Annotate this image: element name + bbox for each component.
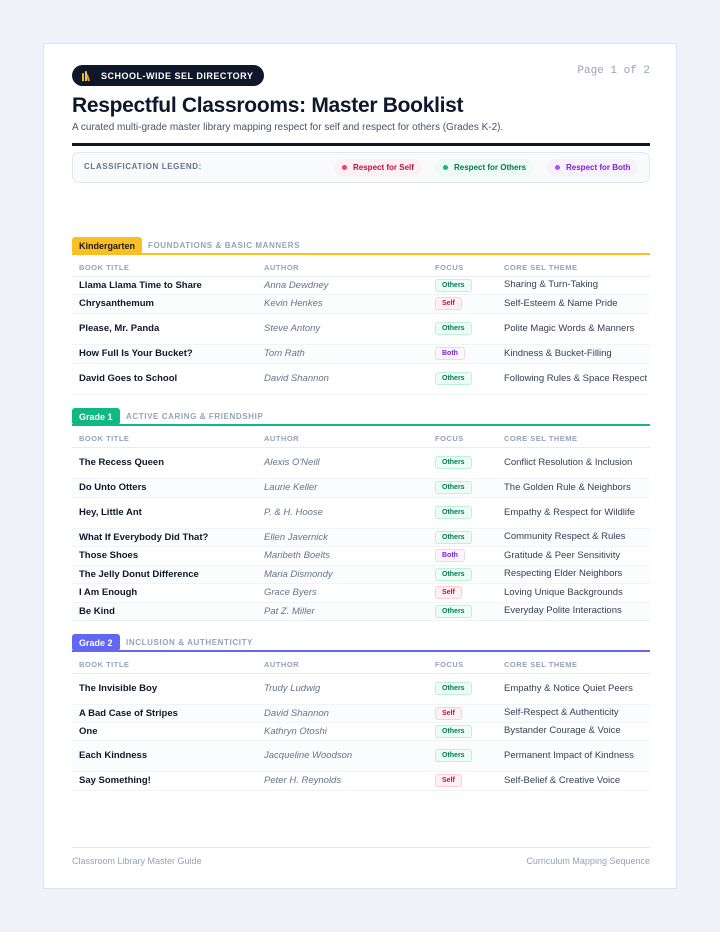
book-title: Be Kind	[72, 602, 264, 620]
others-dot-icon	[443, 165, 448, 170]
footer-left: Classroom Library Master Guide	[72, 856, 202, 866]
focus-cell	[435, 497, 504, 528]
book-author: Trudy Ludwig	[264, 673, 435, 704]
table-row	[72, 673, 650, 704]
page-number: Page 1 of 2	[577, 65, 650, 77]
top-bar	[72, 65, 650, 86]
both-dot-icon	[555, 165, 560, 170]
book-author: David Shannon	[264, 704, 435, 722]
focus-badge: Others	[435, 322, 472, 335]
table-header-row	[72, 652, 650, 673]
legend-label: CLASSIFICATION LEGEND:	[84, 162, 202, 171]
table-row	[72, 497, 650, 528]
table-header-row	[72, 426, 650, 447]
sel-theme: Kindness & Bucket-Filling	[504, 344, 650, 363]
focus-badge: Others	[435, 279, 472, 292]
book-author: Jacqueline Woodson	[264, 740, 435, 771]
table-row	[72, 344, 650, 363]
focus-badge: Others	[435, 749, 472, 762]
legend-item-both	[547, 159, 638, 176]
column-header: AUTHOR	[264, 652, 435, 673]
focus-cell	[435, 771, 504, 790]
sel-theme: Empathy & Respect for Wildlife	[504, 497, 650, 528]
page-subtitle: A curated multi-grade master library mapping respect for self and respect for others (Grades K-2).	[72, 122, 504, 133]
book-author: Alexis O'Neill	[264, 447, 435, 478]
book-author: Steve Antony	[264, 313, 435, 344]
focus-badge: Others	[435, 568, 472, 581]
focus-cell	[435, 344, 504, 363]
column-header: CORE SEL THEME	[504, 652, 650, 673]
book-author: Anna Dewdney	[264, 276, 435, 294]
table-row	[72, 722, 650, 740]
section-0	[72, 237, 650, 395]
focus-badge: Self	[435, 297, 462, 310]
page-footer	[72, 847, 650, 866]
focus-badge: Others	[435, 456, 472, 469]
book-table	[72, 255, 650, 395]
legend-item-both-label: Respect for Both	[566, 163, 631, 172]
table-row	[72, 740, 650, 771]
table-row	[72, 363, 650, 394]
section-header	[72, 634, 650, 652]
book-author: Maria Dismondy	[264, 565, 435, 583]
section-subtitle: FOUNDATIONS & BASIC MANNERS	[148, 241, 301, 250]
sel-theme: Everyday Polite Interactions	[504, 602, 650, 620]
book-title: Please, Mr. Panda	[72, 313, 264, 344]
column-header: BOOK TITLE	[72, 255, 264, 276]
table-header-row	[72, 255, 650, 276]
book-author: Kathryn Otoshi	[264, 722, 435, 740]
legend-item-others-label: Respect for Others	[454, 163, 527, 172]
book-author: Peter H. Reynolds	[264, 771, 435, 790]
book-author: Tom Rath	[264, 344, 435, 363]
focus-cell	[435, 565, 504, 583]
table-row	[72, 294, 650, 313]
classification-legend	[72, 152, 650, 183]
legend-item-self	[334, 159, 422, 176]
column-header: AUTHOR	[264, 426, 435, 447]
table-row	[72, 565, 650, 583]
title-divider	[72, 143, 650, 146]
column-header: CORE SEL THEME	[504, 426, 650, 447]
focus-cell	[435, 313, 504, 344]
focus-cell	[435, 704, 504, 722]
focus-cell	[435, 363, 504, 394]
focus-badge: Self	[435, 586, 462, 599]
sel-theme: Bystander Courage & Voice	[504, 722, 650, 740]
book-title: I Am Enough	[72, 583, 264, 602]
book-title: What If Everybody Did That?	[72, 528, 264, 546]
booklist-page	[43, 43, 677, 889]
sel-theme: Sharing & Turn-Taking	[504, 276, 650, 294]
book-title: A Bad Case of Stripes	[72, 704, 264, 722]
column-header: AUTHOR	[264, 255, 435, 276]
column-header: BOOK TITLE	[72, 652, 264, 673]
focus-cell	[435, 528, 504, 546]
focus-badge: Both	[435, 549, 465, 562]
book-author: Maribeth Boelts	[264, 546, 435, 565]
focus-cell	[435, 546, 504, 565]
section-2	[72, 634, 650, 791]
book-title: The Jelly Donut Difference	[72, 565, 264, 583]
table-row	[72, 447, 650, 478]
sel-theme: Self-Belief & Creative Voice	[504, 771, 650, 790]
books-icon	[82, 71, 94, 81]
book-author: Laurie Keller	[264, 478, 435, 497]
book-title: How Full Is Your Bucket?	[72, 344, 264, 363]
column-header: BOOK TITLE	[72, 426, 264, 447]
focus-cell	[435, 673, 504, 704]
sel-theme: Polite Magic Words & Manners	[504, 313, 650, 344]
page-title: Respectful Classrooms: Master Booklist	[72, 94, 464, 117]
table-row	[72, 528, 650, 546]
book-author: Pat Z. Miller	[264, 602, 435, 620]
book-author: David Shannon	[264, 363, 435, 394]
sel-theme: Permanent Impact of Kindness	[504, 740, 650, 771]
focus-badge: Others	[435, 531, 472, 544]
book-table	[72, 426, 650, 621]
book-title: Do Unto Otters	[72, 478, 264, 497]
grade-tag: Kindergarten	[72, 237, 142, 254]
column-header: FOCUS	[435, 426, 504, 447]
section-subtitle: ACTIVE CARING & FRIENDSHIP	[126, 412, 264, 421]
self-dot-icon	[342, 165, 347, 170]
focus-cell	[435, 583, 504, 602]
focus-badge: Self	[435, 707, 462, 720]
focus-badge: Others	[435, 372, 472, 385]
book-title: Say Something!	[72, 771, 264, 790]
book-author: Kevin Henkes	[264, 294, 435, 313]
legend-item-others	[435, 159, 534, 176]
table-row	[72, 704, 650, 722]
section-1	[72, 408, 650, 621]
sel-theme: The Golden Rule & Neighbors	[504, 478, 650, 497]
legend-item-self-label: Respect for Self	[353, 163, 414, 172]
book-title: Those Shoes	[72, 546, 264, 565]
book-table	[72, 652, 650, 791]
book-title: One	[72, 722, 264, 740]
focus-badge: Others	[435, 725, 472, 738]
table-row	[72, 602, 650, 620]
directory-badge	[72, 65, 264, 86]
table-row	[72, 313, 650, 344]
sel-theme: Empathy & Notice Quiet Peers	[504, 673, 650, 704]
column-header: CORE SEL THEME	[504, 255, 650, 276]
footer-right: Curriculum Mapping Sequence	[526, 856, 650, 866]
sel-theme: Self-Respect & Authenticity	[504, 704, 650, 722]
focus-badge: Others	[435, 605, 472, 618]
table-row	[72, 276, 650, 294]
book-title: David Goes to School	[72, 363, 264, 394]
sel-theme: Loving Unique Backgrounds	[504, 583, 650, 602]
section-header	[72, 408, 650, 426]
book-title: The Recess Queen	[72, 447, 264, 478]
focus-cell	[435, 294, 504, 313]
directory-badge-label: SCHOOL-WIDE SEL DIRECTORY	[101, 70, 254, 81]
section-header	[72, 237, 650, 255]
focus-cell	[435, 478, 504, 497]
book-author: Ellen Javernick	[264, 528, 435, 546]
focus-cell	[435, 722, 504, 740]
table-row	[72, 771, 650, 790]
focus-badge: Self	[435, 774, 462, 787]
book-author: P. & H. Hoose	[264, 497, 435, 528]
column-header: FOCUS	[435, 652, 504, 673]
sel-theme: Conflict Resolution & Inclusion	[504, 447, 650, 478]
focus-badge: Others	[435, 481, 472, 494]
book-title: Hey, Little Ant	[72, 497, 264, 528]
focus-badge: Others	[435, 506, 472, 519]
sel-theme: Community Respect & Rules	[504, 528, 650, 546]
focus-badge: Both	[435, 347, 465, 360]
sel-theme: Self-Esteem & Name Pride	[504, 294, 650, 313]
book-title: Chrysanthemum	[72, 294, 264, 313]
section-subtitle: INCLUSION & AUTHENTICITY	[126, 638, 253, 647]
sel-theme: Following Rules & Space Respect	[504, 363, 650, 394]
focus-cell	[435, 447, 504, 478]
book-title: Llama Llama Time to Share	[72, 276, 264, 294]
focus-cell	[435, 740, 504, 771]
book-title: The Invisible Boy	[72, 673, 264, 704]
focus-badge: Others	[435, 682, 472, 695]
sel-theme: Gratitude & Peer Sensitivity	[504, 546, 650, 565]
sel-theme: Respecting Elder Neighbors	[504, 565, 650, 583]
table-row	[72, 546, 650, 565]
table-row	[72, 583, 650, 602]
grade-tag: Grade 2	[72, 634, 120, 651]
column-header: FOCUS	[435, 255, 504, 276]
grade-tag: Grade 1	[72, 408, 120, 425]
book-author: Grace Byers	[264, 583, 435, 602]
table-row	[72, 478, 650, 497]
focus-cell	[435, 276, 504, 294]
book-title: Each Kindness	[72, 740, 264, 771]
focus-cell	[435, 602, 504, 620]
